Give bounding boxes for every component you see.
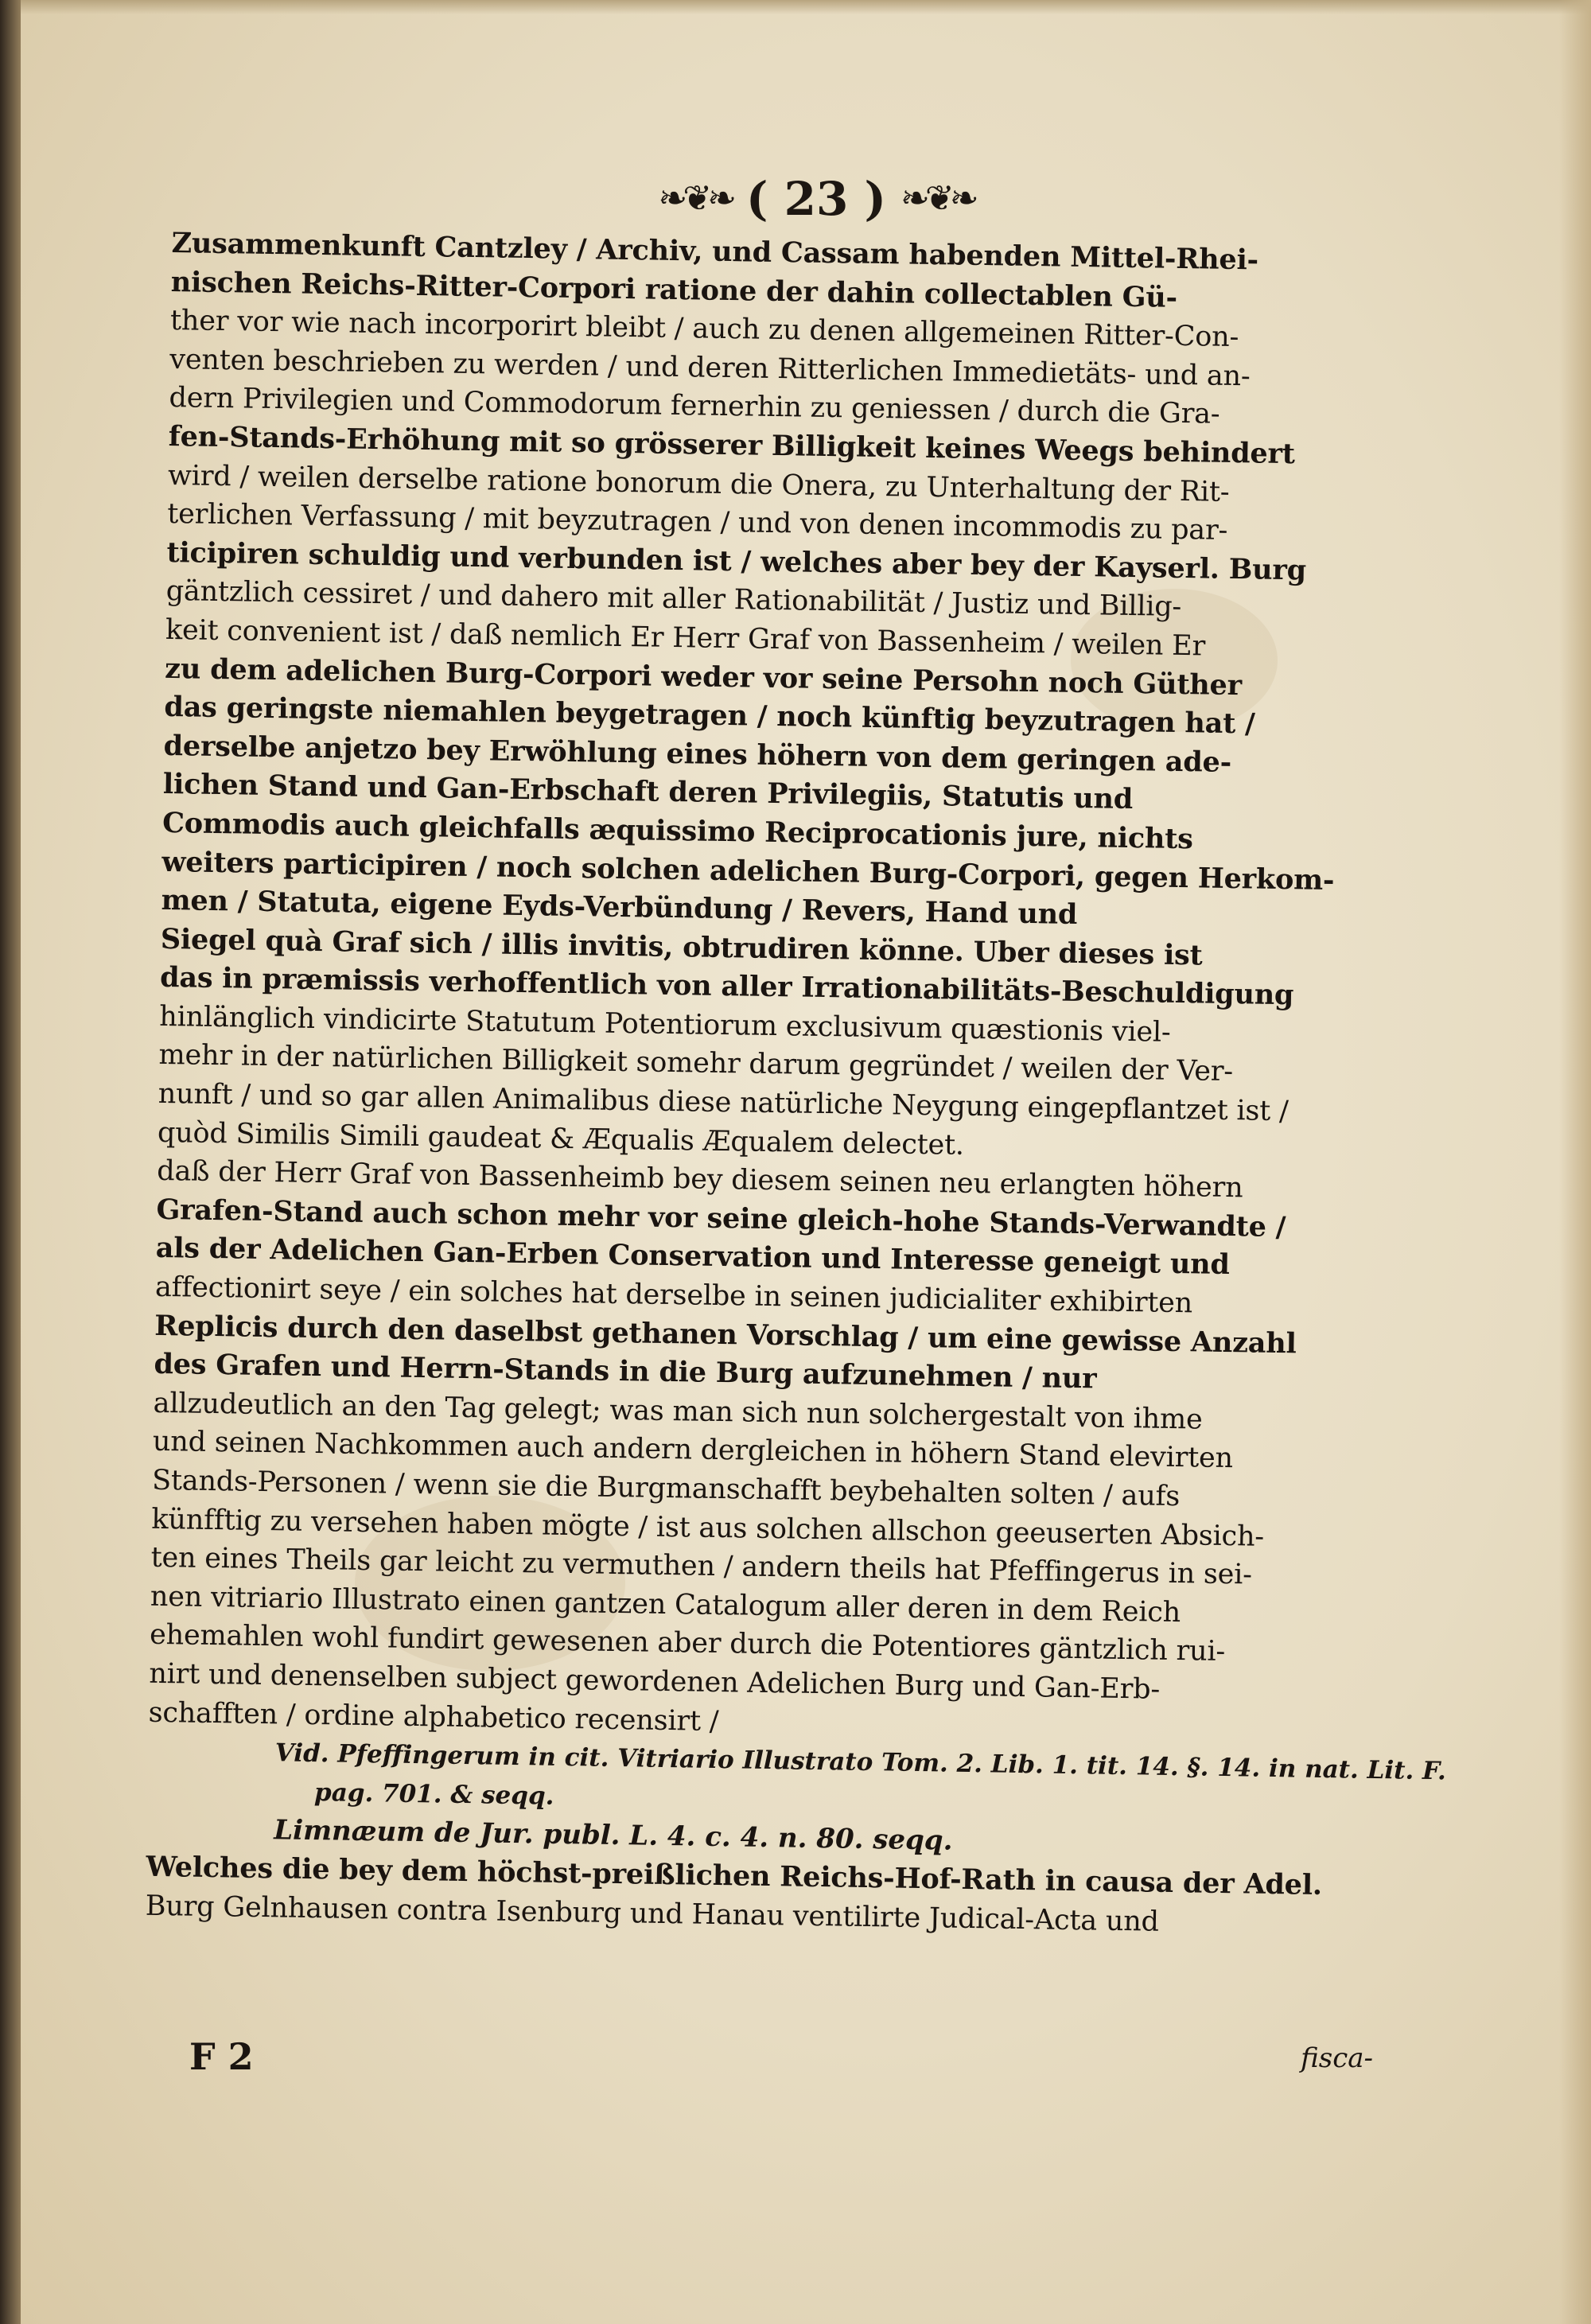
text-line: keit convenient ist / daß nemlich Er Herr Graf von Bassenheim / weilen Er	[165, 613, 1206, 663]
text-line: Zusammenkunft Cantzley / Archiv, und Cassam habenden Mittel-Rhei-	[171, 226, 1259, 277]
text-line: lichen Stand und Gan-Erbschaft deren Privilegiis, Statutis und	[162, 768, 1134, 816]
text-line: Replicis durch den daselbst gethanen Vorschlag / um eine gewisse Anzahl	[154, 1309, 1297, 1361]
text-line: Stands-Personen / wenn sie die Burgmanschafft beybehalten solten / aufs	[151, 1464, 1181, 1513]
citation-note: pag. 701. & seqq.	[313, 1777, 554, 1811]
text-line: Grafen-Stand auch schon mehr vor seine gleich-hohe Stands-Verwandte /	[156, 1193, 1286, 1244]
text-line: Commodis auch gleichfalls æquissimo Reciprocationis jure, nichts	[161, 806, 1194, 856]
page-right-edge	[1559, 0, 1591, 2324]
text-line: ther vor wie nach incorporirt bleibt / auch zu denen allgemeinen Ritter-Con-	[169, 305, 1239, 354]
citation-note: Limnæum de Jur. publ. L. 4. c. 4. n. 80. seqq.	[273, 1814, 953, 1858]
text-line: fen-Stands-Erhöhung mit so grösserer Billigkeit keines Weegs behindert	[168, 419, 1296, 471]
signature-mark: F 2	[189, 2035, 254, 2078]
text-line: allzudeutlich an den Tag gelegt; was man sich nun solchergestalt von ihme	[153, 1387, 1203, 1436]
text-line: derselbe anjetzo bey Erwöhlung eines höhern von dem geringen ade-	[163, 729, 1232, 779]
text-line: zu dem adelichen Burg-Corpori weder vor seine Persohn noch Güther	[164, 652, 1243, 702]
text-line: ehemahlen wohl fundirt gewesenen aber durch die Potentiores gäntzlich rui-	[149, 1619, 1226, 1668]
text-line: künfftig zu versehen haben mögte / ist aus solchen allschon geeuserten Absich-	[151, 1503, 1265, 1553]
text-line: men / Statuta, eigene Eyds-Verbündung / Revers, Hand und	[161, 883, 1078, 932]
text-line: venten beschrieben zu werden / und deren Ritterlichen Immedietäts- und an-	[169, 343, 1251, 393]
text-line: quòd Similis Simili gaudeat & Æqualis Æqualem delectet.	[157, 1116, 965, 1162]
text-line: das in præmissis verhoffentlich von aller Irrationabilitäts-Beschuldigung	[159, 961, 1294, 1012]
text-line: Welches die bey dem höchst-preißlichen Reichs-Hof-Rath in causa der Adel.	[146, 1850, 1323, 1902]
text-line: nischen Reichs-Ritter-Corpori ratione der dahin collectablen Gü-	[170, 265, 1178, 314]
page-top-edge	[21, 0, 1591, 14]
text-line: Burg Gelnhausen contra Isenburg und Hanau ventilirte Judical-Acta und	[145, 1890, 1160, 1938]
text-line: als der Adelichen Gan-Erben Conservation und Interesse geneigt und	[155, 1232, 1230, 1282]
main-text	[145, 224, 1447, 1944]
text-line: dern Privilegien und Commodorum fernerhin zu geniessen / durch die Gra-	[169, 382, 1220, 431]
text-line: wird / weilen derselbe ratione bonorum die Onera, zu Unterhaltung der Rit-	[167, 459, 1230, 508]
text-line: hinlänglich vindicirte Statutum Potentiorum exclusivum quæstionis viel-	[159, 1000, 1171, 1049]
text-line: das geringste niemahlen beygetragen / noch künftig beyzutragen hat /	[164, 691, 1255, 741]
text-line: affectionirt seye / ein solches hat derselbe in seinen judicialiter exhibirten	[154, 1271, 1193, 1320]
ornament-right-icon: ❧❦❧	[900, 178, 974, 219]
text-line: nunft / und so gar allen Animalibus diese natürliche Neygung eingepflantzet ist /	[158, 1077, 1289, 1128]
text-line: terlichen Verfassung / mit beyzutragen / und von denen incommodis zu par-	[166, 498, 1228, 547]
text-line: weiters participiren / noch solchen adelichen Burg-Corpori, gegen Herkom-	[161, 845, 1335, 897]
page-number: ( 23 )	[746, 172, 886, 226]
text-line: ten eines Theils gar leicht zu vermuthen / andern theils hat Pfeffingerus in sei-	[150, 1541, 1253, 1591]
text-line: nen vitriario Illustrato einen gantzen Catalogum aller deren in dem Reich	[150, 1580, 1181, 1629]
ornament-left-icon: ❧❦❧	[658, 178, 732, 219]
text-line: gäntzlich cessiret / und dahero mit aller Rationabilität / Justiz und Billig-	[165, 575, 1182, 624]
paper-page	[21, 0, 1591, 2324]
catchword: fisca-	[1301, 2042, 1373, 2074]
page-header	[609, 167, 1023, 231]
text-line: mehr in der natürlichen Billigkeit somehr darum gegründet / weilen der Ver-	[158, 1039, 1234, 1088]
text-line: nirt und denenselben subject gewordenen Adelichen Burg und Gan-Erb-	[149, 1657, 1161, 1706]
text-line: schafften / ordine alphabetico recensirt /	[148, 1696, 719, 1738]
text-line: des Grafen und Herrn-Stands in die Burg aufzunehmen / nur	[154, 1348, 1097, 1396]
text-line: und seinen Nachkommen auch andern dergleichen in höhern Stand elevirten	[152, 1426, 1234, 1475]
text-line: ticipiren schuldig und verbunden ist / welches aber bey der Kayserl. Burg	[166, 535, 1307, 587]
text-line: Siegel quà Graf sich / illis invitis, obtrudiren könne. Uber dieses ist	[160, 922, 1203, 972]
text-line: daß der Herr Graf von Bassenheimb bey diesem seinen neu erlangten höhern	[156, 1155, 1243, 1205]
citation-note: Vid. Pfeffingerum in cit. Vitriario Illustrato Tom. 2. Lib. 1. tit. 14. §. 14. in nat. Lit. F.	[274, 1738, 1447, 1786]
page-footer	[180, 2035, 1373, 2086]
